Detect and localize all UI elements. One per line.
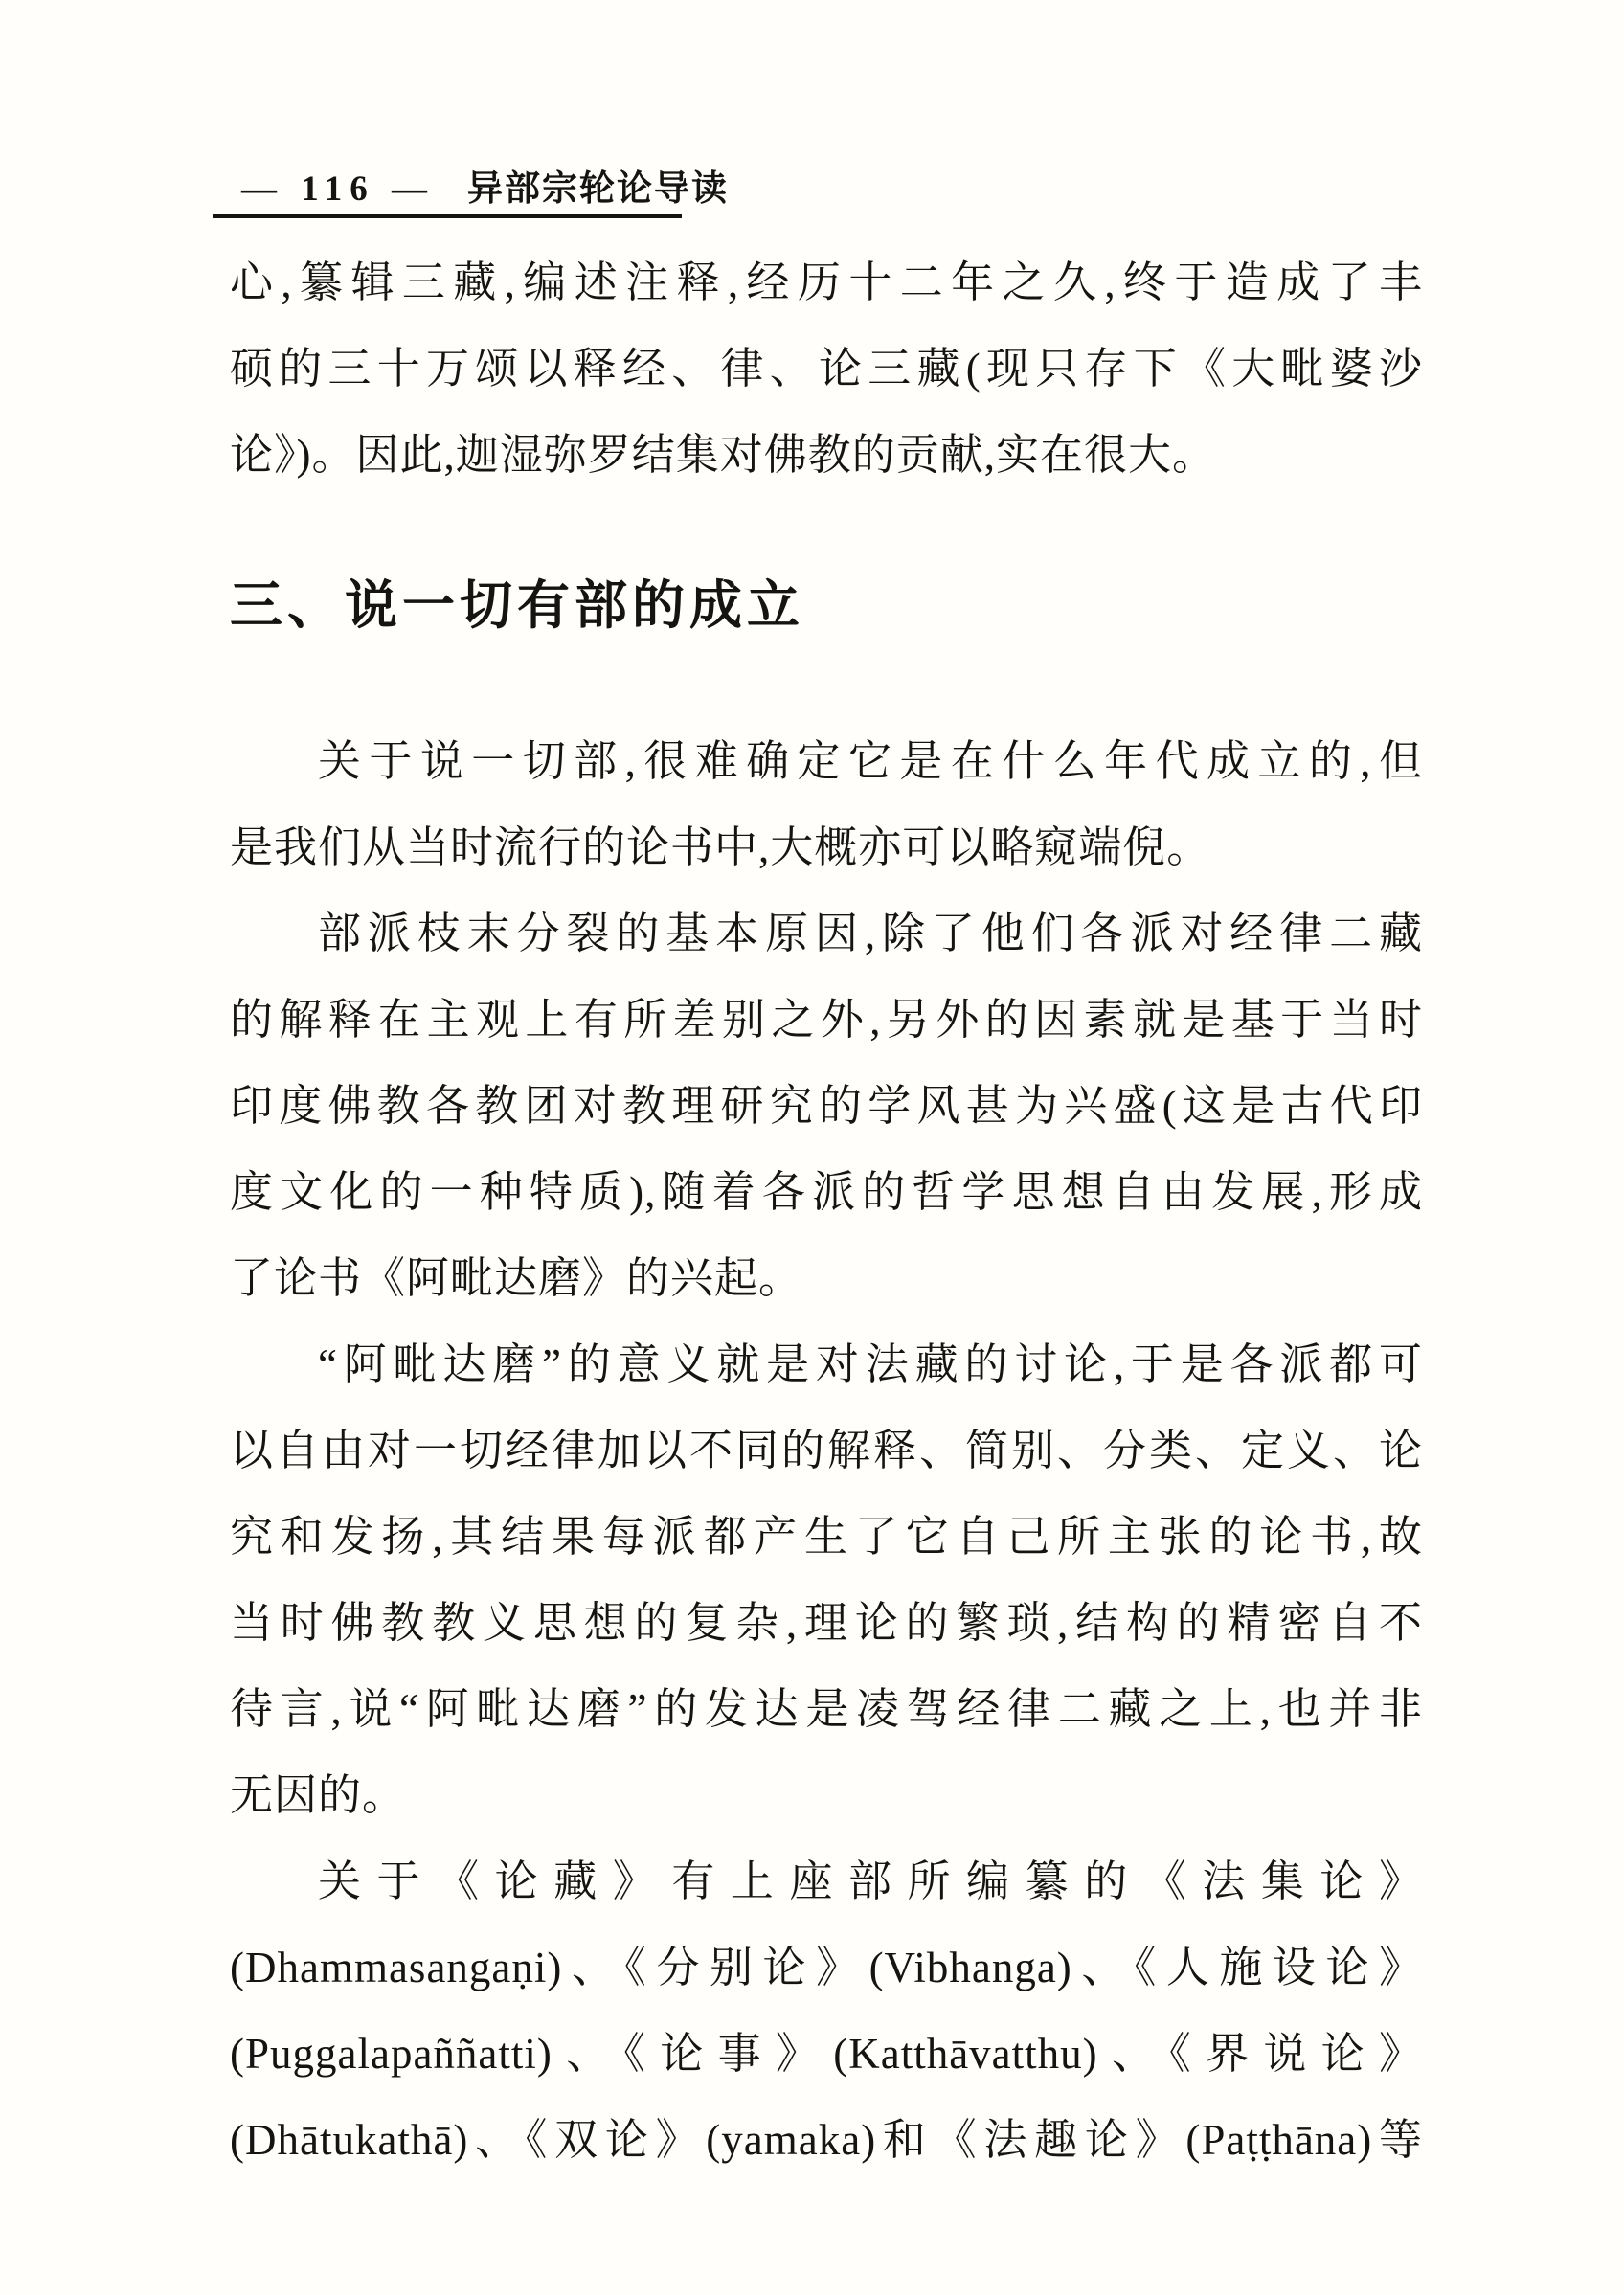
para-founding-era [230, 718, 1423, 890]
section-heading-sarvastivada: 三、说一切有部的成立 [230, 576, 805, 635]
text-line: 待言,说“阿毗达磨”的发达是凌驾经律二藏之上,也并非 [230, 1685, 1423, 1733]
text-line: 以自由对一切经律加以不同的解释、简别、分类、定义、论 [230, 1427, 1423, 1474]
book-title: 异部宗轮论导读 [466, 169, 729, 209]
header-rule [213, 214, 682, 218]
para-tripitaka-compilation [230, 239, 1423, 498]
para-abhidharma-meaning [230, 1321, 1423, 1838]
running-header [241, 159, 729, 211]
page-number: — 116 — [241, 169, 435, 209]
text-line: 无因的。 [230, 1771, 407, 1819]
text-line: 印度佛教各教团对教理研究的学风甚为兴盛(这是古代印 [230, 1082, 1423, 1130]
text-line: 论》)。因此,迦湿弥罗结集对佛教的贡献,实在很大。 [230, 431, 1216, 479]
text-line: 的解释在主观上有所差别之外,另外的因素就是基于当时 [230, 996, 1423, 1044]
para-split-causes [230, 890, 1423, 1321]
text-line: 当时佛教教义思想的复杂,理论的繁琐,结构的精密自不 [230, 1599, 1423, 1647]
text-line: (Puggalapaññatti)、《论事》(Katthāvatthu)、《界说论》 [230, 2030, 1423, 2078]
para-abhidhamma-books [230, 1838, 1423, 2183]
page-body [230, 239, 1423, 2183]
text-line: (Dhammasangaṇi)、《分别论》(Vibhanga)、《人施设论》 [230, 1944, 1423, 1991]
text-line: 究和发扬,其结果每派都产生了它自己所主张的论书,故 [230, 1513, 1423, 1561]
text-line: 部派枝末分裂的基本原因,除了他们各派对经律二藏 [318, 910, 1423, 957]
text-line: 是我们从当时流行的论书中,大概亦可以略窥端倪。 [230, 823, 1211, 871]
text-line: 关于说一切部,很难确定它是在什么年代成立的,但 [318, 737, 1423, 785]
text-line: “阿毗达磨”的意义就是对法藏的讨论,于是各派都可 [318, 1340, 1423, 1388]
text-line: 硕的三十万颂以释经、律、论三藏(现只存下《大毗婆沙 [230, 345, 1423, 393]
text-line: 度文化的一种特质),随着各派的哲学思想自由发展,形成 [230, 1168, 1423, 1216]
text-line: (Dhātukathā)、《双论》(yamaka)和《法趣论》(Paṭṭhāna)等 [230, 2116, 1423, 2164]
text-line: 心,纂辑三藏,编述注释,经历十二年之久,终于造成了丰 [230, 259, 1423, 306]
text-line: 了论书《阿毗达磨》的兴起。 [230, 1254, 803, 1302]
text-line: 关于《论藏》有上座部所编纂的《法集论》 [318, 1857, 1423, 1905]
